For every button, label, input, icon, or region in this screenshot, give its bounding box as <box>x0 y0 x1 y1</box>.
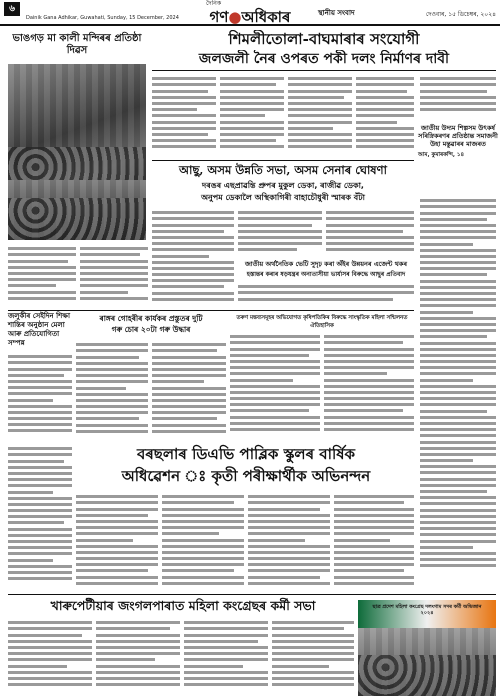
dav-story-body-col1 <box>76 492 158 592</box>
main-story-body-col3 <box>288 74 352 158</box>
brand-name <box>210 8 291 26</box>
tarun-story-body-col1 <box>230 332 320 440</box>
side-headline: জাতীয় উদ্যম শিল্পসম উৎকৰ্ষ সৰিস্নিকৰণৰ প্ৰতিষ্ঠান্ত সমাজনী উহা মন্তুৱাৰৰ মাজৰত <box>418 124 498 148</box>
divider <box>8 594 496 595</box>
aasu-subheadline-1: দৰঙৰ এছপ্ৰাৱন্তি প্ৰুপৰ মুকুল ডেকা, ৰাজীৱ ডেকা, <box>202 181 364 190</box>
congress-story-body-col4 <box>272 618 354 696</box>
main-headline-line1: শিমলীতোলা-বাঘমাৰাৰ সংযোগী <box>228 30 420 48</box>
brand-name-part2: অধিকাৰ <box>241 8 291 26</box>
aasu-subheadline-2: অনুপম ডেকালৈ অস্থিকাগিৰী বাহাচৌধুৰী স্মাৰক বঁটা <box>201 193 365 202</box>
page-number: ৬ <box>4 2 20 16</box>
dav-headline-line2: অধিৱেশন ঃ কৃতী পৰীক্ষাৰ্থীক অভিনন্দন <box>121 467 371 485</box>
main-story-body-col2 <box>220 74 284 158</box>
brand-name-part1: গণ <box>209 8 229 26</box>
newspaper-logo <box>200 1 300 26</box>
tarun-headline: তৰুণ মন্তব্যসমূহৰ অভিযোগত কৃষিপতিকিৰ বিৰুদ্ধে সাংস্কৃতিক মহিলা সন্মিলনত ঐতিহাসিক <box>236 315 408 329</box>
aasu-headline: আছু, অসম উন্নতি সভা, অসম সেনাৰ ঘোষণা <box>179 163 387 177</box>
main-headline-line2: জলজলী নৈৰ ওপৰত পকী দলং নিৰ্মাণৰ দাবী <box>198 51 450 67</box>
jatiya-subheadline-2: হস্তান্তৰ কৰাৰ ষড়যন্ত্ৰৰ অনাতাসীয়া ভাৰ্যাসৰ বিৰুদ্ধে আছুৰ প্ৰতিবাদ <box>246 271 406 278</box>
barpeta-headline-line1: ৰাঙ্গৰ গোহৰীৰ কাৰ্যকৰ প্ৰস্তুতৰ দুটি <box>99 314 203 323</box>
side-column <box>418 124 498 160</box>
congress-headline: খাৰুপেটীয়াৰ জংগলপাৰাত মহিলা কংগ্ৰেছৰ কৰ্মী সভা <box>50 598 316 613</box>
jaluki-story-body-cont <box>8 444 72 592</box>
divider <box>152 70 496 71</box>
kali-story-body-col1 <box>8 244 76 308</box>
congress-story-body-col1 <box>8 618 92 696</box>
dateline-english: Dainik Gana Adhikar, Guwahati, Sunday, 15 December, 2024 <box>26 15 179 21</box>
jaluki-headline: জলুকীৰ সেইদিন শিক্ষা শান্তিৰ অনুষ্ঠান মেলা আৰু প্ৰতিযোগিতা সম্পন্ন <box>8 312 71 347</box>
masthead <box>0 0 500 26</box>
dateline-assamese: দেওবাৰ, ১৫ ডিচেম্বৰ, ২০২৪ <box>425 11 496 18</box>
right-column-top-body <box>420 74 496 122</box>
main-story-body-col4 <box>356 74 414 158</box>
aasu-story-body-col1 <box>152 208 234 306</box>
dav-headline-line1: বৰছলাৰ ডিএভি পাব্লিক স্কুলৰ বাৰ্ষিক <box>137 445 355 463</box>
barpeta-headline-line2: গৰু চোৰ ২০টা গৰু উদ্ধাৰ <box>111 325 191 334</box>
jatiya-subheadline-1: জাতীয় অৰ্থনৈতিক ভেটি সুদৃঢ় কৰা অঁইৰ উন্নয়নৰ এজেন্ট থকৰ <box>244 260 408 268</box>
congress-story-body-col3 <box>184 618 268 696</box>
kali-story-body-col2 <box>80 244 148 308</box>
main-story-body-col1 <box>152 74 216 158</box>
tarun-story-body-col2 <box>324 332 414 440</box>
jatiya-story-body <box>238 282 414 308</box>
aasu-story-body-col3 <box>326 208 414 258</box>
divider <box>152 160 414 161</box>
logo-dot-icon: ● <box>228 8 242 26</box>
side-column-body <box>420 196 496 592</box>
aasu-story-body-col2 <box>238 208 322 258</box>
congress-story-body-col2 <box>96 618 180 696</box>
kali-headline: ভাঙগড় মা কালী মন্দিৰৰ প্ৰতিষ্ঠা দিৱস <box>8 30 146 62</box>
barpeta-story-body-col1 <box>76 340 148 440</box>
speaker-photo <box>358 628 496 696</box>
section-tag: স্থানীয় সংবাদ <box>318 9 355 17</box>
dav-story-body-col4 <box>334 492 414 592</box>
banner-text: ছাত্ৰ প্ৰদেশ মহিলা কংগ্ৰেছ দলংগাম সদৰ কৰ্মী অভিজান ২০২৪ <box>372 604 482 616</box>
divider <box>8 310 414 311</box>
crowd-photo <box>8 180 146 240</box>
side-byline: আম, কুমাৰকন্দি, ১৪ <box>418 152 465 158</box>
barpeta-story-body-col2 <box>152 340 226 440</box>
brand-daily-label: দৈনিক <box>206 0 222 7</box>
jaluki-story-body <box>8 352 72 440</box>
dav-story-body-col2 <box>162 492 244 592</box>
dav-story-body-col3 <box>248 492 330 592</box>
congress-meeting-photo <box>358 600 496 696</box>
